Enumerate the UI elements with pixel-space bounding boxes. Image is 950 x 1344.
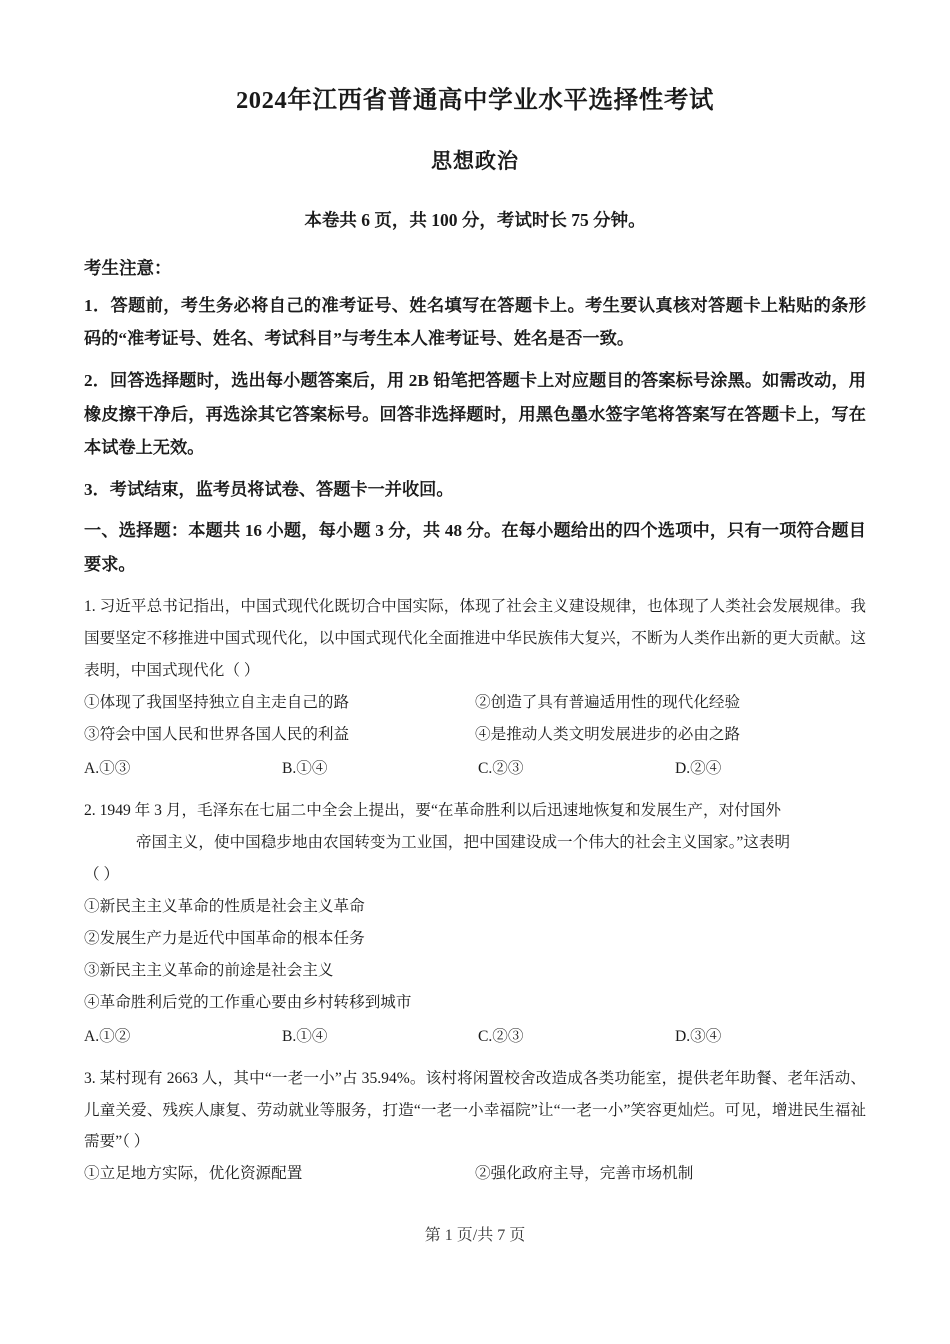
subject-title: 思想政治: [431, 149, 519, 174]
notice-item-2: 2．回答选择题时，选出每小题答案后，用 2B 铅笔把答题卡上对应题目的答案标号涂黑。如需改动，用橡皮擦干净后，再选涂其它答案标号。回答非选择题时，用黑色墨水签字笔将答案写在答题卡上，写在本试卷上无效。: [84, 371, 866, 458]
notice-item-3: 3．考试结束，监考员将试卷、答题卡一并收回。: [84, 479, 454, 499]
question-1-option-4[interactable]: ④是推动人类文明发展进步的必由之路: [475, 726, 741, 744]
section-heading-multiple-choice: 一、选择题：本题共 16 小题，每小题 3 分，共 48 分。在每小题给出的四个选项中，只有一项符合题目要求。: [84, 521, 866, 574]
question-2-options: [84, 891, 866, 1019]
page-number-label: 第 1 页/共 7 页: [424, 1227, 526, 1244]
question-1-answer-d[interactable]: D.②④: [675, 759, 722, 777]
question-1-answer-b[interactable]: B.①④: [282, 759, 328, 777]
exam-meta-line: 本卷共 6 页，共 100 分，考试时长 75 分钟。: [304, 209, 646, 230]
question-2-stem-line-1: 2. 1949 年 3 月，毛泽东在七届二中全会上提出，要“在革命胜利以后迅速地恢复和发展生产，对付国外: [84, 801, 781, 819]
question-2-stem-line-2: 帝国主义，使中国稳步地由农国转变为工业国，把中国建设成一个伟大的社会主义国家。”这表明: [136, 833, 791, 851]
question-3-stem: 3. 某村现有 2663 人，其中“一老一小”占 35.94%。该村将闲置校舍改造成各类功能室，提供老年助餐、老年活动、儿童关爱、残疾人康复、劳动就业等服务，打造“一老一小幸福院”让“一老一小”笑容更灿烂。可见，增进民生福祉需要”（ ）: [84, 1069, 866, 1151]
question-2: [84, 785, 866, 1053]
question-2-answer-d[interactable]: D.③④: [675, 1027, 722, 1045]
question-2-answer-c[interactable]: C.②③: [478, 1027, 524, 1045]
question-1-option-1[interactable]: ①体现了我国坚持独立自主走自己的路: [84, 694, 350, 712]
question-2-option-4[interactable]: ④革命胜利后党的工作重心要由乡村转移到城市: [84, 993, 412, 1011]
question-1-options: [84, 687, 866, 751]
question-2-answer-row: [84, 1019, 866, 1053]
question-2-option-1[interactable]: ①新民主主义革命的性质是社会主义革命: [84, 897, 365, 915]
question-3-option-2[interactable]: ②强化政府主导，完善市场机制: [475, 1165, 694, 1183]
question-2-answer-b[interactable]: B.①④: [282, 1027, 328, 1045]
question-1-answer-a[interactable]: A.①③: [84, 759, 131, 777]
question-1-option-3[interactable]: ③符会中国人民和世界各国人民的利益: [84, 726, 350, 744]
page-footer: [0, 1222, 950, 1245]
page-content: [84, 0, 866, 1190]
question-3-option-1[interactable]: ①立足地方实际，优化资源配置: [84, 1165, 303, 1183]
notice-item-1: 1．答题前，考生务必将自己的准考证号、姓名填写在答题卡上。考生要认真核对答题卡上粘贴的条形码的“准考证号、姓名、考试科目”与考生本人准考证号、姓名是否一致。: [84, 295, 866, 349]
question-2-answer-blank: （ ）: [84, 865, 120, 883]
question-2-option-3[interactable]: ③新民主主义革命的前途是社会主义: [84, 961, 334, 979]
question-1-answer-c[interactable]: C.②③: [478, 759, 524, 777]
question-1-answer-row: [84, 751, 866, 785]
notice-heading: 考生注意：: [84, 257, 172, 278]
question-3: [84, 1053, 866, 1191]
question-1: [84, 581, 866, 785]
page-title: 2024年江西省普通高中学业水平选择性考试: [235, 87, 715, 114]
question-1-option-2[interactable]: ②创造了具有普遍适用性的现代化经验: [475, 694, 741, 712]
question-3-options: [84, 1158, 866, 1190]
question-2-option-2[interactable]: ②发展生产力是近代中国革命的根本任务: [84, 929, 365, 947]
question-1-stem: 1. 习近平总书记指出，中国式现代化既切合中国实际，体现了社会主义建设规律，也体现了人类社会发展规律。我国要坚定不移推进中国式现代化，以中国式现代化全面推进中华民族伟大复兴，不断为人类作出新的更大贡献。这表明，中国式现代化（ ）: [84, 598, 866, 680]
question-2-answer-a[interactable]: A.①②: [84, 1027, 131, 1045]
